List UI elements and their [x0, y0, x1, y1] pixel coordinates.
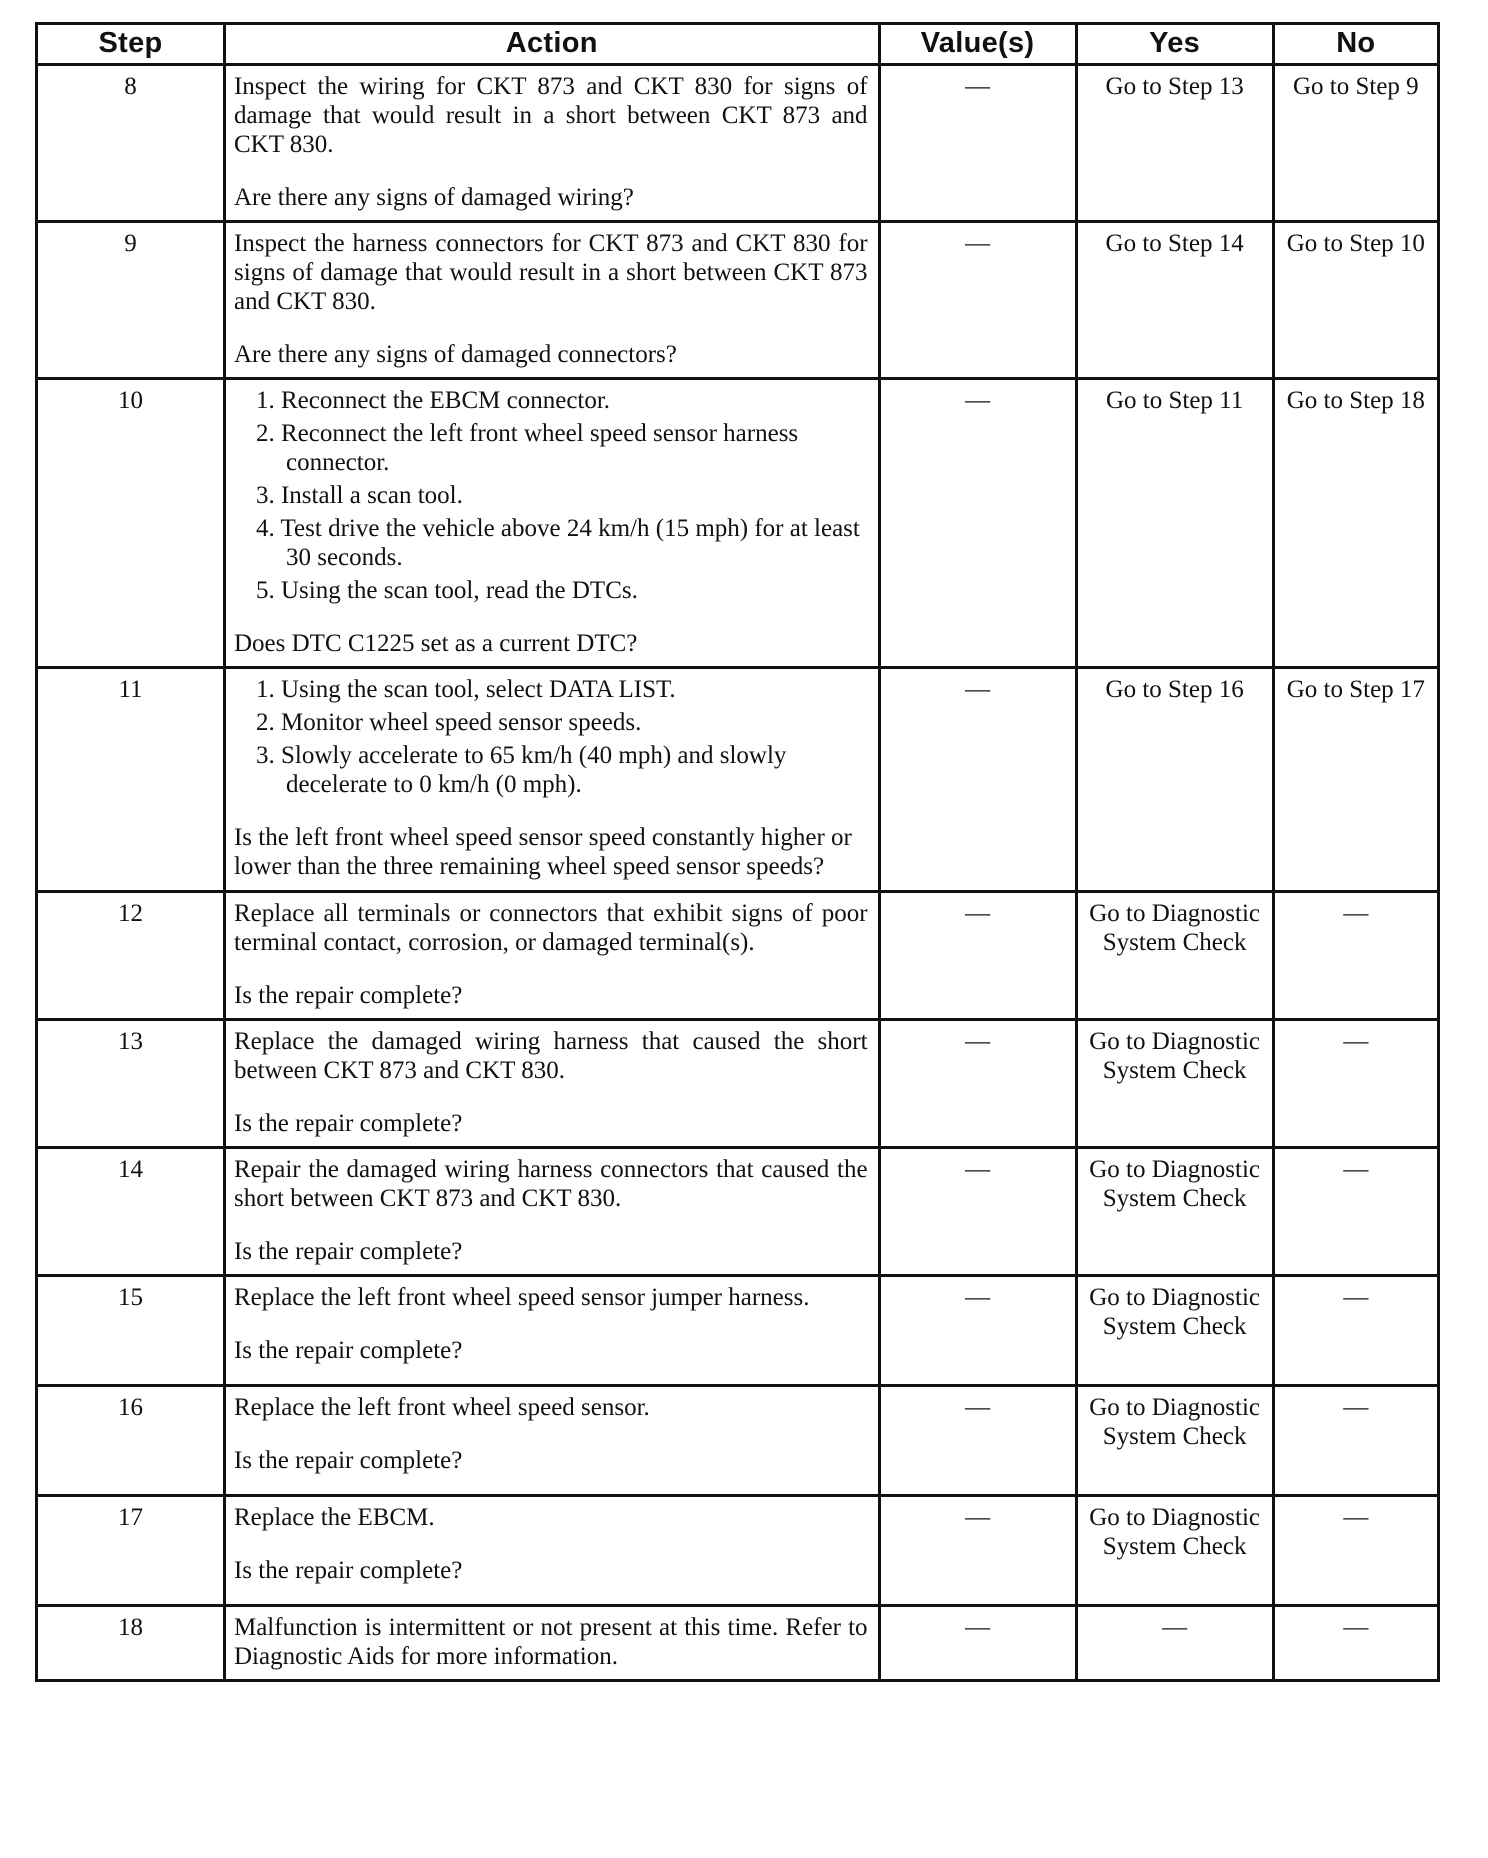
- no-cell: [1273, 668, 1438, 892]
- no-cell: [1273, 1606, 1438, 1681]
- value-cell: [879, 65, 1076, 222]
- action-question: Is the repair complete?: [233, 1110, 463, 1137]
- yes-cell-text: Go to Step 14: [1105, 230, 1244, 257]
- yes-cell-text: Go to Diagnostic System Check: [1089, 1028, 1261, 1084]
- value-cell: [879, 1496, 1076, 1606]
- table-row: [37, 668, 1439, 892]
- diagnostic-table: [35, 22, 1440, 1682]
- yes-cell: [1076, 1276, 1273, 1386]
- yes-cell-text: Go to Step 11: [1105, 387, 1244, 414]
- action-step-item: 2. Reconnect the left front wheel speed sensor harness connector.: [255, 420, 799, 476]
- yes-cell: [1076, 1386, 1273, 1496]
- header-no: No: [1273, 24, 1438, 65]
- diagnostic-table-page: [35, 22, 1440, 1682]
- table-row: [37, 379, 1439, 668]
- value-cell: [879, 379, 1076, 668]
- yes-cell: [1076, 668, 1273, 892]
- action-cell: [224, 668, 879, 892]
- table-row: [37, 1496, 1439, 1606]
- action-step-item: 1. Reconnect the EBCM connector.: [255, 387, 611, 414]
- header-action: Action: [224, 24, 879, 65]
- yes-cell-text: Go to Diagnostic System Check: [1089, 900, 1261, 956]
- action-question: Are there any signs of damaged connectors?: [233, 341, 677, 368]
- action-cell: [224, 1148, 879, 1276]
- action-question: Is the repair complete?: [233, 1447, 463, 1474]
- yes-cell-text: Go to Step 13: [1105, 73, 1244, 100]
- no-cell-text: —: [1343, 1028, 1369, 1055]
- no-cell-text: Go to Step 10: [1286, 230, 1425, 257]
- yes-cell-text: Go to Diagnostic System Check: [1089, 1156, 1261, 1212]
- action-question: Does DTC C1225 set as a current DTC?: [233, 630, 638, 657]
- action-question: Are there any signs of damaged wiring?: [233, 184, 634, 211]
- no-cell-text: Go to Step 18: [1286, 387, 1425, 414]
- yes-cell: [1076, 1020, 1273, 1148]
- value-cell-text: —: [965, 1028, 991, 1055]
- table-row: [37, 65, 1439, 222]
- header-row: [37, 24, 1439, 65]
- action-cell: [224, 1496, 879, 1606]
- no-cell: [1273, 379, 1438, 668]
- table-row: [37, 222, 1439, 379]
- action-step-item: 2. Monitor wheel speed sensor speeds.: [255, 709, 642, 736]
- no-cell-text: —: [1343, 1156, 1369, 1183]
- no-cell-text: —: [1343, 900, 1369, 927]
- step-number: 13: [37, 1020, 225, 1148]
- no-cell-text: —: [1343, 1284, 1369, 1311]
- yes-cell: [1076, 1496, 1273, 1606]
- table-row: [37, 1148, 1439, 1276]
- action-step-item: 5. Using the scan tool, read the DTCs.: [255, 577, 638, 604]
- action-step-item: 1. Using the scan tool, select DATA LIST.: [255, 676, 676, 703]
- value-cell-text: —: [965, 230, 991, 257]
- header-values: Value(s): [879, 24, 1076, 65]
- value-cell-text: —: [965, 1394, 991, 1421]
- action-text: Replace the damaged wiring harness that caused the short between CKT 873 and CKT 830.: [233, 1028, 868, 1084]
- yes-cell-text: Go to Diagnostic System Check: [1089, 1504, 1261, 1560]
- no-cell-text: —: [1343, 1614, 1369, 1641]
- no-cell-text: —: [1343, 1394, 1369, 1421]
- action-cell: [224, 1606, 879, 1681]
- header-yes: Yes: [1076, 24, 1273, 65]
- no-cell: [1273, 65, 1438, 222]
- step-number: 12: [37, 892, 225, 1020]
- action-question: Is the repair complete?: [233, 982, 463, 1009]
- step-number: 11: [37, 668, 225, 892]
- table-row: [37, 1606, 1439, 1681]
- action-cell: [224, 1386, 879, 1496]
- value-cell: [879, 1020, 1076, 1148]
- value-cell: [879, 1276, 1076, 1386]
- no-cell-text: Go to Step 9: [1292, 73, 1419, 100]
- table-row: [37, 1276, 1439, 1386]
- action-step-item: 4. Test drive the vehicle above 24 km/h (15 mph) for at least 30 seconds.: [255, 515, 860, 571]
- yes-cell: [1076, 1606, 1273, 1681]
- yes-cell-text: —: [1162, 1614, 1188, 1641]
- no-cell: [1273, 892, 1438, 1020]
- value-cell: [879, 668, 1076, 892]
- step-number: 18: [37, 1606, 225, 1681]
- value-cell-text: —: [965, 1284, 991, 1311]
- action-text: Replace all terminals or connectors that exhibit signs of poor terminal contact, corrosion, or damaged terminal(s).: [233, 900, 868, 956]
- no-cell-text: Go to Step 17: [1286, 676, 1425, 703]
- no-cell: [1273, 1276, 1438, 1386]
- yes-cell: [1076, 65, 1273, 222]
- value-cell: [879, 1386, 1076, 1496]
- value-cell: [879, 892, 1076, 1020]
- action-cell: [224, 1020, 879, 1148]
- action-text: Replace the left front wheel speed sensor.: [233, 1394, 650, 1421]
- step-number: 10: [37, 379, 225, 668]
- yes-cell-text: Go to Diagnostic System Check: [1089, 1284, 1261, 1340]
- yes-cell: [1076, 379, 1273, 668]
- value-cell: [879, 222, 1076, 379]
- no-cell: [1273, 1148, 1438, 1276]
- no-cell: [1273, 1496, 1438, 1606]
- action-steps-list: [234, 386, 868, 605]
- value-cell-text: —: [965, 387, 991, 414]
- yes-cell-text: Go to Diagnostic System Check: [1089, 1394, 1261, 1450]
- yes-cell-text: Go to Step 16: [1105, 676, 1244, 703]
- action-text: Inspect the wiring for CKT 873 and CKT 830 for signs of damage that would result in a short between CKT 873 and CKT 830.: [233, 73, 868, 158]
- action-text: Inspect the harness connectors for CKT 873 and CKT 830 for signs of damage that would result in a short between CKT 873 and CKT 830.: [233, 230, 868, 315]
- step-number: 15: [37, 1276, 225, 1386]
- action-steps-list: [234, 675, 868, 799]
- action-text: Replace the EBCM.: [233, 1504, 435, 1531]
- value-cell-text: —: [965, 676, 991, 703]
- table-row: [37, 1020, 1439, 1148]
- step-number: 14: [37, 1148, 225, 1276]
- step-number: 16: [37, 1386, 225, 1496]
- header-step: Step: [37, 24, 225, 65]
- step-number: 17: [37, 1496, 225, 1606]
- action-question: Is the repair complete?: [233, 1238, 463, 1265]
- no-cell: [1273, 222, 1438, 379]
- value-cell: [879, 1606, 1076, 1681]
- value-cell: [879, 1148, 1076, 1276]
- action-text: Malfunction is intermittent or not present at this time. Refer to Diagnostic Aids for more information.: [233, 1614, 868, 1670]
- action-step-item: 3. Install a scan tool.: [255, 482, 463, 509]
- action-question: Is the left front wheel speed sensor speed constantly higher or lower than the three remaining wheel speed sensor speeds?: [233, 824, 852, 880]
- table-body: [37, 65, 1439, 1681]
- action-text: Replace the left front wheel speed sensor jumper harness.: [233, 1284, 810, 1311]
- yes-cell: [1076, 1148, 1273, 1276]
- table-row: [37, 1386, 1439, 1496]
- step-number: 8: [37, 65, 225, 222]
- action-text: Repair the damaged wiring harness connectors that caused the short between CKT 873 and CKT 830.: [233, 1156, 868, 1212]
- action-cell: [224, 892, 879, 1020]
- value-cell-text: —: [965, 73, 991, 100]
- table-row: [37, 892, 1439, 1020]
- no-cell-text: —: [1343, 1504, 1369, 1531]
- value-cell-text: —: [965, 1156, 991, 1183]
- step-number: 9: [37, 222, 225, 379]
- no-cell: [1273, 1020, 1438, 1148]
- yes-cell: [1076, 892, 1273, 1020]
- action-cell: [224, 65, 879, 222]
- action-cell: [224, 1276, 879, 1386]
- action-question: Is the repair complete?: [233, 1337, 463, 1364]
- action-step-item: 3. Slowly accelerate to 65 km/h (40 mph) and slowly decelerate to 0 km/h (0 mph).: [255, 742, 787, 798]
- value-cell-text: —: [965, 1504, 991, 1531]
- action-question: Is the repair complete?: [233, 1557, 463, 1584]
- action-cell: [224, 222, 879, 379]
- value-cell-text: —: [965, 1614, 991, 1641]
- action-cell: [224, 379, 879, 668]
- no-cell: [1273, 1386, 1438, 1496]
- yes-cell: [1076, 222, 1273, 379]
- value-cell-text: —: [965, 900, 991, 927]
